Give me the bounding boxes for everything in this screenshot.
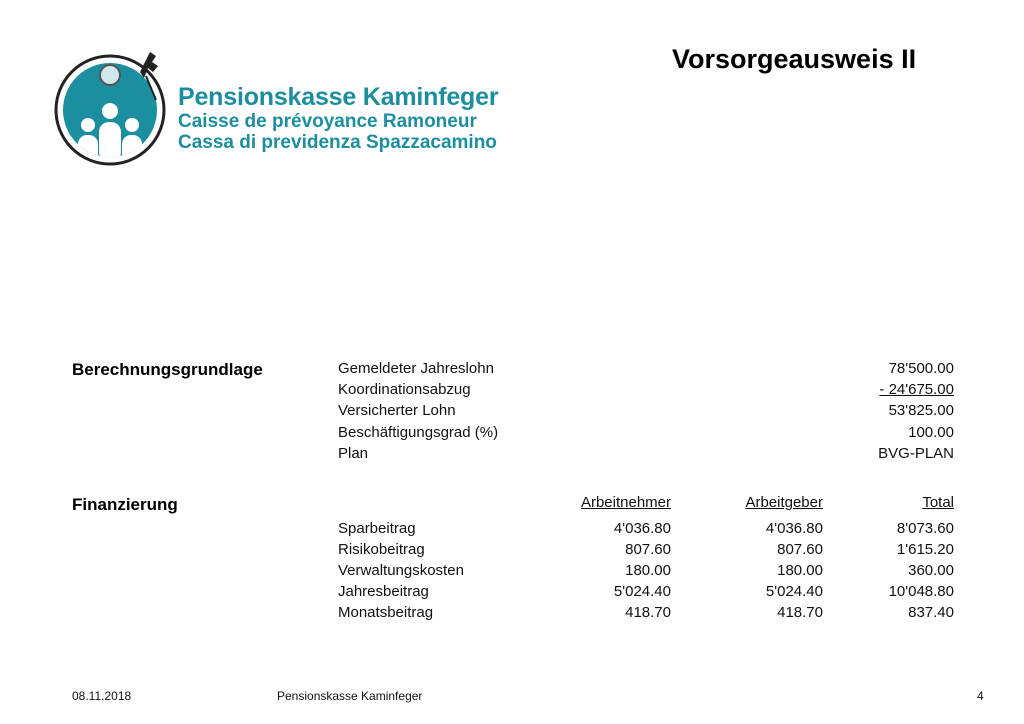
row-label: Versicherter Lohn <box>338 402 456 419</box>
row-value: BVG-PLAN <box>878 445 954 462</box>
table-row <box>338 560 954 581</box>
cell-arbeitnehmer: 5'024.40 <box>613 583 671 600</box>
row-label: Koordinationsabzug <box>338 381 471 398</box>
cell-total: 1'615.20 <box>896 541 954 558</box>
org-name-fr: Caisse de prévoyance Ramoneur <box>178 111 477 132</box>
cell-total: 837.40 <box>908 604 954 621</box>
row-label: Monatsbeitrag <box>338 604 434 621</box>
cell-arbeitgeber: 4'036.80 <box>765 520 823 537</box>
row-label: Plan <box>338 445 369 462</box>
section-title-finanzierung: Finanzierung <box>72 495 178 514</box>
table-row <box>338 602 954 623</box>
table-row <box>338 358 954 379</box>
footer-org: Pensionskasse Kaminfeger <box>277 689 423 703</box>
org-name-de: Pensionskasse Kaminfeger <box>178 83 499 111</box>
row-value: 53'825.00 <box>888 402 954 419</box>
row-label: Verwaltungskosten <box>338 562 464 579</box>
column-header-row <box>338 492 954 513</box>
cell-arbeitgeber: 180.00 <box>777 562 823 579</box>
table-row <box>338 422 954 443</box>
row-label: Risikobeitrag <box>338 541 425 558</box>
org-name-it: Cassa di previdenza Spazzacamino <box>178 132 497 153</box>
org-name-block <box>178 83 498 153</box>
column-header-arbeitgeber: Arbeitgeber <box>745 494 823 511</box>
row-label: Sparbeitrag <box>338 520 416 537</box>
table-row <box>338 539 954 560</box>
cell-total: 8'073.60 <box>896 520 954 537</box>
row-value: 78'500.00 <box>888 360 954 377</box>
cell-arbeitnehmer: 418.70 <box>625 604 671 621</box>
row-label: Jahresbeitrag <box>338 583 429 600</box>
footer-page-number: 4 <box>977 689 984 703</box>
table-row <box>338 443 954 464</box>
document-title: Vorsorgeausweis II <box>672 44 917 74</box>
row-label: Beschäftigungsgrad (%) <box>338 424 499 441</box>
cell-total: 10'048.80 <box>888 583 954 600</box>
cell-arbeitgeber: 5'024.40 <box>765 583 823 600</box>
row-value: 100.00 <box>908 424 954 441</box>
cell-arbeitgeber: 807.60 <box>777 541 823 558</box>
table-row <box>338 400 954 421</box>
cell-total: 360.00 <box>908 562 954 579</box>
pensionskasse-logo <box>52 48 172 168</box>
cell-arbeitnehmer: 4'036.80 <box>613 520 671 537</box>
row-value: - 24'675.00 <box>879 381 954 398</box>
table-row <box>338 581 954 602</box>
column-header-arbeitnehmer: Arbeitnehmer <box>580 494 671 511</box>
cell-arbeitnehmer: 180.00 <box>625 562 671 579</box>
cell-arbeitgeber: 418.70 <box>777 604 823 621</box>
table-row <box>338 518 954 539</box>
section-title-berechnungsgrundlage: Berechnungsgrundlage <box>72 360 263 379</box>
row-label: Gemeldeter Jahreslohn <box>338 360 494 377</box>
cell-arbeitnehmer: 807.60 <box>625 541 671 558</box>
footer-date: 08.11.2018 <box>72 689 132 703</box>
table-row <box>338 379 954 400</box>
column-header-total: Total <box>922 494 954 511</box>
